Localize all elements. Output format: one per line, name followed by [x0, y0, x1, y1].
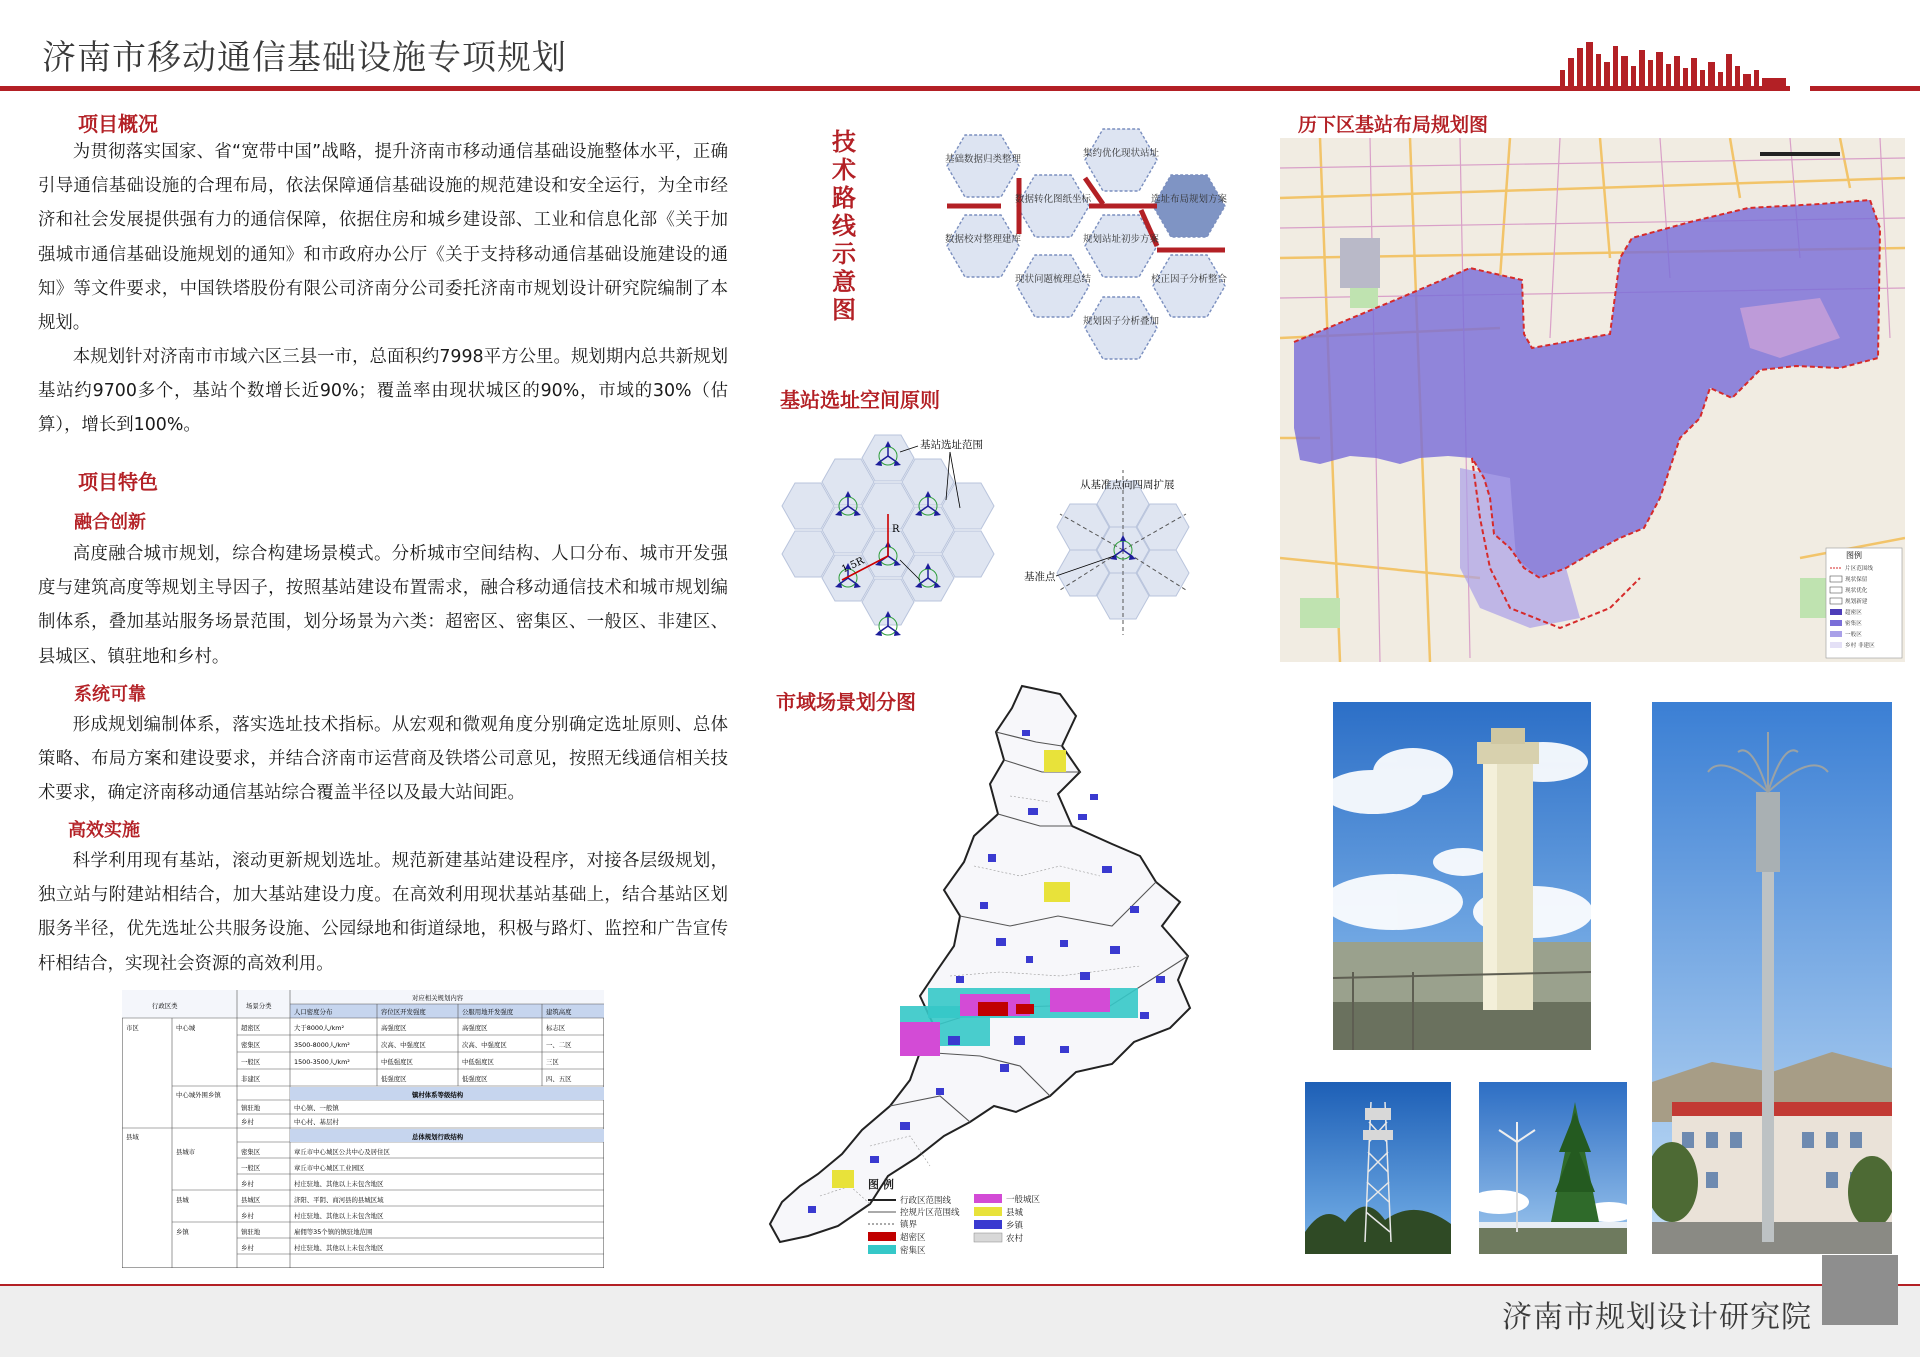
- svg-text:村庄驻地、其他以上未包含地区: 村庄驻地、其他以上未包含地区: [294, 1212, 384, 1220]
- svg-text:一般区: 一般区: [241, 1058, 261, 1066]
- lixia-station-map: [1280, 138, 1905, 662]
- svg-text:次高、中强度区: 次高、中强度区: [381, 1041, 426, 1049]
- td-township: 乡镇: [176, 1228, 189, 1236]
- city-map-title: 市域场景划分图: [776, 690, 916, 714]
- svg-text:1500-3500人/km²: 1500-3500人/km²: [294, 1058, 350, 1066]
- photo-tree-tower: [1479, 1082, 1627, 1254]
- svg-text:数据校对整理建库: 数据校对整理建库: [944, 234, 1022, 245]
- svg-text:非建区: 非建区: [241, 1075, 261, 1083]
- svg-text:乡村 非建区: 乡村 非建区: [1845, 643, 1875, 649]
- svg-text:中低强度区: 中低强度区: [381, 1058, 413, 1066]
- svg-text:次高、中强度区: 次高、中强度区: [462, 1041, 507, 1049]
- feature-efficient-title: 高效实施: [68, 820, 140, 841]
- band-town-system: 镇村体系等级结构: [412, 1091, 464, 1099]
- td-center: 中心城: [176, 1024, 196, 1032]
- feature-efficient-text: 科学利用现有基站，滚动更新规划选址。规范新建基站建设程序，对接各层级规划，独立站与附建站相结合，加大基站建设力度。在高效利用现状基站基础上，结合基站区划服务半径，优先选址公共服务设施、公园绿地和街道绿地，积极与路灯、监控和广告宣传杆相结合，实现社会资源的高效利用。: [38, 851, 728, 974]
- svg-text:现状优化: 现状优化: [1845, 588, 1868, 594]
- features-title: 项目特色: [78, 470, 158, 494]
- header-rule: [0, 86, 1790, 91]
- td-county-town: 县城: [176, 1196, 189, 1204]
- svg-text:四、五区: 四、五区: [546, 1075, 572, 1083]
- td-county-city: 县城市: [176, 1148, 196, 1156]
- svg-text:乡镇: 乡镇: [1006, 1221, 1024, 1231]
- svg-text:现状保留: 现状保留: [1845, 577, 1868, 583]
- skyline-logo: [1560, 40, 1790, 88]
- svg-text:高强度区: 高强度区: [462, 1024, 488, 1032]
- svg-text:大于8000人/km²: 大于8000人/km²: [294, 1024, 345, 1032]
- svg-text:现状问题梳理总结: 现状问题梳理总结: [1014, 274, 1092, 285]
- svg-text:基础数据归类整理: 基础数据归类整理: [944, 154, 1022, 165]
- svg-text:县城: 县城: [1006, 1208, 1024, 1218]
- svg-text:规划因子分析叠加: 规划因子分析叠加: [1082, 316, 1160, 327]
- page-title: 济南市移动通信基础设施专项规划: [42, 38, 567, 78]
- svg-text:密集区: 密集区: [1845, 621, 1862, 627]
- tech-route-diagram: [935, 118, 1245, 366]
- header-rule-right: [1810, 86, 1920, 91]
- site-principle-diagram: [780, 430, 1210, 660]
- td-outer: 中心城外围乡镇: [176, 1091, 221, 1099]
- th-col-3: 公服用地开发强度: [462, 1008, 514, 1016]
- scene-classification-table: [122, 990, 604, 1268]
- footer-organization: 济南市规划设计研究院: [1502, 1300, 1812, 1335]
- svg-text:镇界: 镇界: [900, 1220, 918, 1230]
- th-col-2: 容位区开发强度: [381, 1008, 426, 1016]
- svg-text:R: R: [892, 524, 900, 535]
- svg-text:密集区: 密集区: [241, 1041, 261, 1049]
- svg-text:图例: 图例: [1846, 551, 1862, 560]
- svg-text:集约优化现状站址: 集约优化现状站址: [1082, 148, 1160, 159]
- svg-text:选址布局规划方案: 选址布局规划方案: [1150, 194, 1228, 205]
- svg-text:低强度区: 低强度区: [381, 1075, 407, 1083]
- th-scene: 场景分类: [246, 1002, 272, 1010]
- svg-text:一、二区: 一、二区: [546, 1041, 572, 1049]
- svg-text:乡村: 乡村: [241, 1244, 254, 1252]
- svg-text:从基准点向四周扩展: 从基准点向四周扩展: [1080, 479, 1175, 491]
- svg-text:基站选址范围: 基站选址范围: [920, 439, 983, 451]
- svg-text:3500-8000人/km²: 3500-8000人/km²: [294, 1041, 350, 1049]
- svg-text:中低强度区: 中低强度区: [462, 1058, 494, 1066]
- svg-text:1.5R: 1.5R: [840, 555, 867, 576]
- feature-fusion-title: 融合创新: [74, 512, 146, 533]
- svg-text:控规片区范围线: 控规片区范围线: [900, 1208, 960, 1218]
- th-related: 对应相关规划内容: [412, 994, 464, 1002]
- svg-text:图 例: 图 例: [868, 1178, 894, 1191]
- th-admin: 行政区类: [152, 1002, 178, 1010]
- svg-text:基准点: 基准点: [1024, 571, 1056, 583]
- svg-text:村庄驻地、其他以上未包含地区: 村庄驻地、其他以上未包含地区: [294, 1180, 384, 1188]
- svg-text:中心镇、一般镇: 中心镇、一般镇: [294, 1104, 339, 1112]
- svg-text:村庄驻地、其他以上未包含地区: 村庄驻地、其他以上未包含地区: [294, 1244, 384, 1252]
- svg-text:章丘市中心城区公共中心及居住区: 章丘市中心城区公共中心及居住区: [294, 1148, 390, 1156]
- svg-text:高强度区: 高强度区: [381, 1024, 407, 1032]
- svg-text:农村: 农村: [1006, 1234, 1024, 1244]
- svg-text:超密区: 超密区: [1845, 610, 1862, 616]
- overview-title: 项目概况: [78, 112, 158, 136]
- svg-text:校正因子分析整合: 校正因子分析整合: [1150, 274, 1228, 285]
- svg-text:低强度区: 低强度区: [462, 1075, 488, 1083]
- svg-text:济阳、平阴、商河县的县城区域: 济阳、平阴、商河县的县城区域: [294, 1196, 384, 1204]
- svg-text:三区: 三区: [546, 1058, 559, 1066]
- svg-text:雇佣等35个镇的镇驻地范围: 雇佣等35个镇的镇驻地范围: [294, 1228, 373, 1236]
- footer-corner-block: [1822, 1255, 1898, 1325]
- feature-fusion-text: 高度融合城市规划，综合构建场景模式。分析城市空间结构、人口分布、城市开发强度与建筑高度等规划主导因子，按照基站建设布置需求，融合移动通信技术和城市规划编制体系，叠加基站服务场景范围，划分场景为六类：超密区、密集区、一般区、非建区、县城区、镇驻地和乡村。: [38, 544, 728, 667]
- svg-text:中心村、基层村: 中心村、基层村: [294, 1118, 339, 1126]
- lixia-map-title: 历下区基站布局规划图: [1298, 114, 1489, 136]
- th-col-1: 人口密度分布: [294, 1008, 333, 1016]
- td-county: 县域: [126, 1133, 139, 1141]
- svg-text:超密区: 超密区: [900, 1233, 926, 1243]
- photo-lattice-tower: [1305, 1082, 1451, 1254]
- svg-text:一般区: 一般区: [1845, 632, 1862, 638]
- svg-text:章丘市中心城区工业园区: 章丘市中心城区工业园区: [294, 1164, 365, 1172]
- tech-route-title: 技术路线示意图: [832, 128, 856, 324]
- site-principle-title: 基站选址空间原则: [780, 388, 940, 412]
- svg-text:密集区: 密集区: [241, 1148, 261, 1156]
- svg-text:行政区范围线: 行政区范围线: [900, 1196, 952, 1206]
- overview-paragraph-1: 为贯彻落实国家、省“宽带中国”战略，提升济南市移动通信基础设施整体水平，正确引导通信基础设施的合理布局，依法保障通信基础设施的规范建设和安全运行，为全市经济和社会发展提供强有力的通信保障，依据住房和城乡建设部、工业和信息化部《关于加强城市通信基础设施规划的通知》和市政府办公厅《关于支持移动通信基础设施建设的通知》等文件要求，中国铁塔股份有限公司济南分公司委托济南市规划设计研究院编制了本规划。: [38, 142, 728, 334]
- svg-text:县城区: 县城区: [241, 1196, 261, 1204]
- feature-reliable-text: 形成规划编制体系，落实选址技术指标。从宏观和微观角度分别确定选址原则、总体策略、布局方案和建设要求，并结合济南市运营商及铁塔公司意见，按照无线通信相关技术要求，确定济南移动通信基站综合覆盖半径以及最大站间距。: [38, 715, 728, 804]
- svg-text:乡村: 乡村: [241, 1118, 254, 1126]
- feature-reliable-title: 系统可靠: [74, 684, 146, 705]
- svg-text:镇驻地: 镇驻地: [241, 1104, 261, 1112]
- th-col-4: 建筑高度: [546, 1008, 572, 1016]
- svg-text:规划站址初步方案: 规划站址初步方案: [1082, 234, 1160, 245]
- photo-streetlight-tower: [1652, 702, 1892, 1254]
- city-scene-map: [760, 676, 1260, 1276]
- svg-text:一般区: 一般区: [241, 1164, 261, 1172]
- td-city: 市区: [126, 1024, 139, 1032]
- svg-text:乡村: 乡村: [241, 1212, 254, 1220]
- svg-text:密集区: 密集区: [900, 1246, 926, 1256]
- photo-rooftop-tower: [1333, 702, 1591, 1050]
- band-admin-structure: 总体规划行政结构: [412, 1133, 464, 1141]
- svg-text:标志区: 标志区: [546, 1024, 566, 1032]
- svg-text:镇驻地: 镇驻地: [241, 1228, 261, 1236]
- svg-text:乡村: 乡村: [241, 1180, 254, 1188]
- overview-paragraph-2: 本规划针对济南市市域六区三县一市，总面积约7998平方公里。规划期内总共新规划基站约9700多个，基站个数增长近90%；覆盖率由现状城区的90%，市域的30%（估算），增长到100%。: [38, 347, 728, 436]
- svg-text:数据转化图纸坐标: 数据转化图纸坐标: [1014, 194, 1092, 205]
- svg-text:规划新建: 规划新建: [1845, 599, 1868, 605]
- svg-text:一般城区: 一般城区: [1006, 1195, 1041, 1205]
- svg-text:超密区: 超密区: [241, 1024, 261, 1032]
- svg-text:片区范围线: 片区范围线: [1845, 566, 1873, 572]
